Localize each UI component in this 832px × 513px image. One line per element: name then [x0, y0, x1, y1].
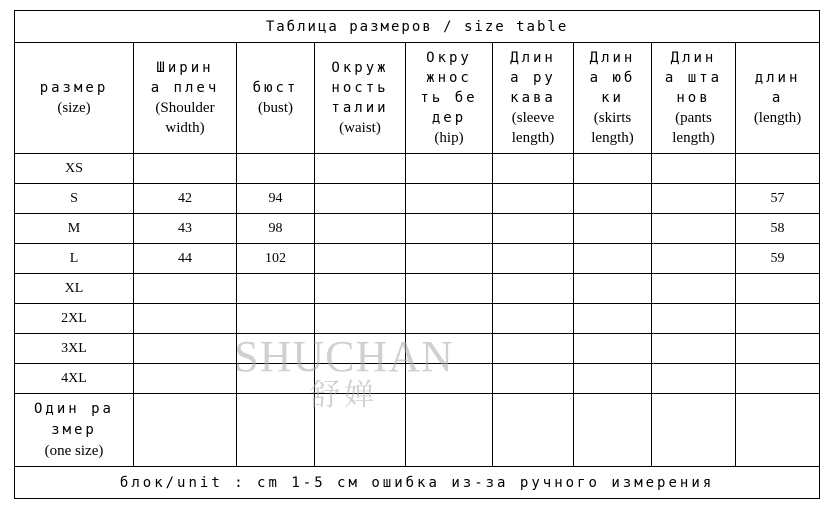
column-header-en: (sleeve length): [511, 110, 555, 146]
table-cell: [237, 154, 315, 184]
table-cell: 98: [237, 214, 315, 244]
column-header: [15, 43, 134, 154]
size-chart: [14, 10, 819, 502]
one-size-row: [15, 394, 820, 467]
footer-row: [15, 467, 820, 499]
column-header: [574, 43, 652, 154]
table-cell: [134, 154, 237, 184]
column-header: [736, 43, 820, 154]
table-cell: 44: [134, 244, 237, 274]
table-cell: [134, 274, 237, 304]
size-label: L: [15, 244, 134, 274]
table-cell: [652, 154, 736, 184]
size-label: 3XL: [15, 334, 134, 364]
table-cell: 102: [237, 244, 315, 274]
table-cell: [652, 214, 736, 244]
table-cell: [493, 154, 574, 184]
table-cell: [574, 364, 652, 394]
column-header: [237, 43, 315, 154]
column-header-ru: Длин а юб ки: [589, 50, 636, 106]
column-header: [652, 43, 736, 154]
table-cell: [493, 184, 574, 214]
table-cell: [574, 214, 652, 244]
size-table: [14, 10, 820, 499]
table-row: [15, 244, 820, 274]
table-cell: [493, 214, 574, 244]
size-label: M: [15, 214, 134, 244]
table-cell: [406, 364, 493, 394]
table-cell: [406, 304, 493, 334]
column-header: [406, 43, 493, 154]
table-cell: [315, 304, 406, 334]
table-cell: [134, 334, 237, 364]
table-cell: [736, 334, 820, 364]
table-cell: [493, 304, 574, 334]
one-size-label-ru: Один ра змер: [33, 400, 114, 438]
table-cell: 59: [736, 244, 820, 274]
table-cell: [315, 154, 406, 184]
table-cell: [652, 334, 736, 364]
table-cell: [406, 274, 493, 304]
table-cell: [315, 394, 406, 467]
size-label: S: [15, 184, 134, 214]
table-cell: [315, 334, 406, 364]
column-header: [315, 43, 406, 154]
column-header-en: (skirts length): [591, 110, 634, 146]
column-header-en: (size): [57, 100, 91, 116]
footer-note: блок/unit : cm 1-5 см ошибка из-за ручного измерения: [15, 467, 820, 499]
table-cell: [315, 274, 406, 304]
header-row: [15, 43, 820, 154]
column-header-en: (Shoulder width): [155, 100, 215, 136]
column-header-ru: размер: [39, 80, 109, 96]
column-header-ru: Длин а ру кава: [510, 50, 556, 106]
table-cell: [134, 364, 237, 394]
one-size-label: [15, 394, 134, 467]
table-row: [15, 154, 820, 184]
table-title: Таблица размеров / size table: [15, 11, 820, 43]
table-cell: [315, 364, 406, 394]
table-cell: [237, 364, 315, 394]
size-label: 4XL: [15, 364, 134, 394]
column-header-ru: бюст: [252, 80, 299, 96]
table-cell: [237, 334, 315, 364]
table-row: [15, 214, 820, 244]
table-cell: [493, 244, 574, 274]
column-header-en: (hip): [434, 130, 464, 146]
table-cell: [406, 334, 493, 364]
column-header-en: (length): [753, 110, 802, 126]
table-cell: [574, 274, 652, 304]
table-row: [15, 364, 820, 394]
table-cell: [652, 184, 736, 214]
table-cell: 43: [134, 214, 237, 244]
table-row: [15, 334, 820, 364]
table-cell: [574, 154, 652, 184]
table-row: [15, 304, 820, 334]
table-cell: [493, 394, 574, 467]
table-cell: [237, 274, 315, 304]
column-header-en: (waist): [339, 120, 381, 136]
table-cell: [652, 304, 736, 334]
table-cell: [574, 394, 652, 467]
table-cell: [315, 184, 406, 214]
watermark-chinese: 舒婵: [310, 378, 378, 413]
column-header-ru: Длин а шта нов: [664, 50, 723, 106]
table-cell: [315, 244, 406, 274]
table-cell: [406, 394, 493, 467]
table-cell: [652, 274, 736, 304]
column-header-ru: Окру жнос ть бе дер: [420, 50, 478, 126]
table-cell: [315, 214, 406, 244]
column-header-en: (pants length): [672, 110, 715, 146]
table-cell: [493, 274, 574, 304]
table-cell: [406, 244, 493, 274]
column-header-ru: Ширин а плеч: [150, 60, 220, 96]
table-cell: [237, 304, 315, 334]
table-cell: [134, 304, 237, 334]
table-row: [15, 274, 820, 304]
table-cell: [652, 244, 736, 274]
table-row: [15, 184, 820, 214]
table-cell: [237, 394, 315, 467]
column-header-ru: длин а: [754, 70, 801, 106]
table-cell: 57: [736, 184, 820, 214]
table-cell: [493, 364, 574, 394]
size-label: XS: [15, 154, 134, 184]
size-label: XL: [15, 274, 134, 304]
table-cell: [736, 364, 820, 394]
table-cell: [574, 244, 652, 274]
table-cell: [736, 304, 820, 334]
table-cell: [652, 364, 736, 394]
table-cell: [574, 304, 652, 334]
table-cell: 94: [237, 184, 315, 214]
table-cell: [493, 334, 574, 364]
column-header: [134, 43, 237, 154]
table-cell: [736, 394, 820, 467]
table-cell: [406, 184, 493, 214]
table-cell: [134, 394, 237, 467]
column-header: [493, 43, 574, 154]
column-header-ru: Окруж ность талии: [331, 60, 389, 116]
table-cell: [652, 394, 736, 467]
watermark-brand: SHUCHAN: [234, 332, 454, 381]
table-cell: [574, 184, 652, 214]
table-cell: [574, 334, 652, 364]
table-cell: 42: [134, 184, 237, 214]
table-cell: [406, 214, 493, 244]
table-cell: [406, 154, 493, 184]
table-cell: [736, 154, 820, 184]
column-header-en: (bust): [258, 100, 293, 116]
table-cell: 58: [736, 214, 820, 244]
table-cell: [736, 274, 820, 304]
one-size-label-en: (one size): [44, 442, 104, 459]
size-label: 2XL: [15, 304, 134, 334]
